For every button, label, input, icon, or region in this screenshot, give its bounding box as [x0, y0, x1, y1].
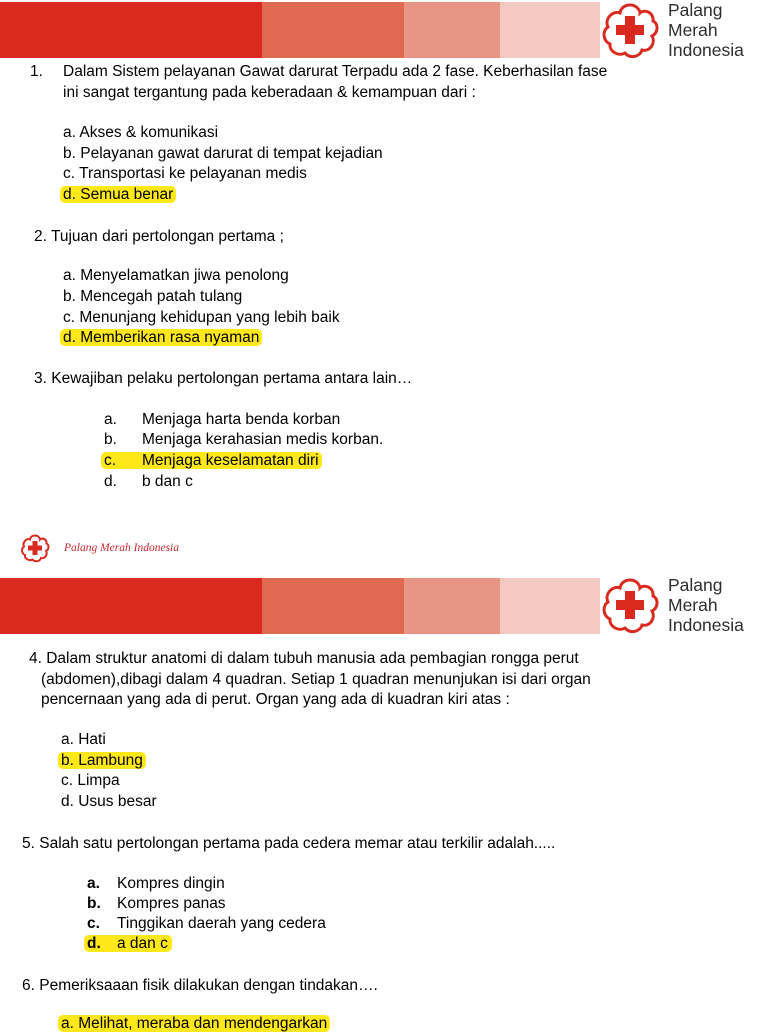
option-d: [63, 185, 176, 205]
option-letter: d.: [104, 473, 117, 490]
red-cross-flower-icon: [20, 533, 50, 563]
option-a: a. Menyelamatkan jiwa penolong: [63, 267, 289, 284]
logo-line: Indonesia: [668, 615, 744, 635]
option-d: d. Usus besar: [61, 793, 157, 810]
question-line: ini sangat tergantung pada keberadaan & kemampuan dari :: [63, 83, 476, 101]
band-segment: [0, 578, 262, 634]
header-color-band: [0, 2, 600, 58]
pmi-logo: [600, 575, 744, 635]
logo-line: Merah: [668, 20, 718, 40]
option-letter: d.: [87, 935, 101, 952]
option-c: [104, 451, 322, 471]
option-b: b. Mencegah patah tulang: [63, 288, 243, 305]
correct-answer-highlight: [101, 452, 322, 469]
option-a: [61, 1014, 330, 1034]
question-text: 5. Salah satu pertolongan pertama pada cedera memar atau terkilir adalah.....: [22, 835, 556, 852]
logo-line: Merah: [668, 595, 718, 615]
option-text: Kompres dingin: [117, 875, 225, 892]
option-text: Menjaga harta benda korban: [142, 411, 341, 428]
option-letter: a.: [87, 875, 100, 892]
correct-answer-highlight: d. Semua benar: [60, 186, 176, 203]
option-text: Tinggikan daerah yang cedera: [117, 915, 326, 932]
logo-line: Palang: [668, 575, 723, 595]
band-segment: [262, 2, 404, 58]
band-segment: [500, 2, 600, 58]
option-d: [87, 934, 172, 954]
option-d: [104, 472, 193, 492]
logo-text: [668, 575, 744, 635]
option-b: [61, 751, 146, 771]
question-line: 4. Dalam struktur anatomi di dalam tubuh manusia ada pembagian rongga perut: [29, 650, 579, 667]
correct-answer-highlight: [84, 935, 172, 952]
header-color-band: [0, 578, 600, 634]
slide-footer: [20, 533, 179, 563]
option-c: c. Limpa: [61, 772, 120, 789]
question-text: 2. Tujuan dari pertolongan pertama ;: [34, 228, 284, 245]
option-c: c. Menunjang kehidupan yang lebih baik: [63, 309, 340, 326]
option-a: [87, 874, 225, 894]
question-text: [29, 649, 591, 711]
band-segment: [404, 2, 500, 58]
option-c: c. Transportasi ke pelayanan medis: [63, 165, 307, 182]
option-b: b. Pelayanan gawat darurat di tempat kejadian: [63, 145, 383, 162]
option-letter: b.: [104, 431, 117, 448]
logo-line: Indonesia: [668, 40, 744, 60]
band-segment: [0, 2, 262, 58]
correct-answer-highlight: d. Memberikan rasa nyaman: [60, 329, 262, 346]
option-a: a. Hati: [61, 731, 106, 748]
question-text: 6. Pemeriksaaan fisik dilakukan dengan tindakan….: [22, 977, 378, 994]
band-segment: [404, 578, 500, 634]
option-a: a. Akses & komunikasi: [63, 124, 219, 141]
question-text: [63, 62, 743, 103]
option-b: [87, 894, 226, 914]
option-letter: a.: [104, 411, 117, 428]
option-d: [63, 328, 262, 348]
option-text: a dan c: [117, 935, 168, 952]
option-b: [104, 430, 383, 450]
option-letter: c.: [87, 915, 100, 932]
logo-line: Palang: [668, 0, 723, 20]
option-text: b dan c: [142, 473, 193, 490]
correct-answer-highlight: a. Melihat, meraba dan mendengarkan: [58, 1015, 330, 1032]
option-a: [104, 410, 340, 430]
question-line: Dalam Sistem pelayanan Gawat darurat Terpadu ada 2 fase. Keberhasilan fase: [63, 63, 608, 80]
option-text: Menjaga keselamatan diri: [142, 452, 319, 469]
footer-text: Palang Merah Indonesia: [64, 542, 179, 554]
option-text: Kompres panas: [117, 895, 226, 912]
correct-answer-highlight: b. Lambung: [58, 752, 146, 769]
red-cross-flower-icon: [600, 575, 660, 635]
band-segment: [500, 578, 600, 634]
band-segment: [262, 578, 404, 634]
question-line: (abdomen),dibagi dalam 4 quadran. Setiap 1 quadran menunjukan isi dari organ: [41, 670, 591, 688]
option-letter: b.: [87, 895, 101, 912]
question-number: 1.: [30, 63, 43, 80]
option-c: [87, 914, 326, 934]
logo-text: [668, 0, 744, 60]
question-text: 3. Kewajiban pelaku pertolongan pertama antara lain…: [34, 370, 413, 387]
option-text: Menjaga kerahasian medis korban.: [142, 431, 384, 448]
option-letter: c.: [104, 452, 117, 469]
red-cross-flower-icon: [600, 0, 660, 60]
question-line: pencernaan yang ada di perut. Organ yang ada di kuadran kiri atas :: [41, 691, 510, 708]
pmi-logo: [600, 0, 744, 60]
